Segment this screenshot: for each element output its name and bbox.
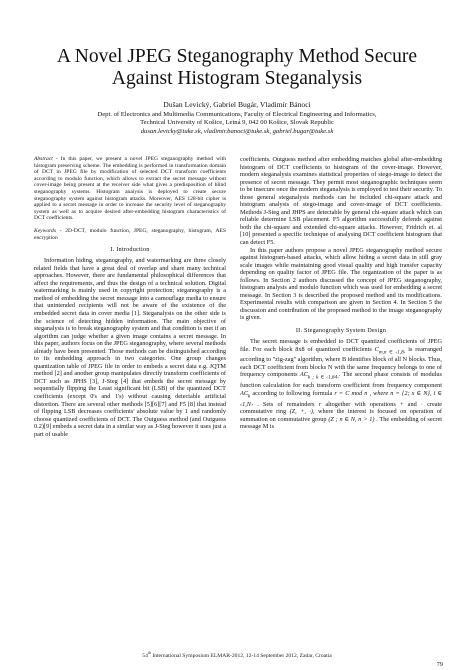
abstract-text: - In this paper, we present a novel JPEG steganography method with histogram preserving scheme. The embedding is performed in transformation domain of DCT in JPEG file by modification of selected DCT transform coefficients according to modulo function, which allows to extract the secret message without cover-image being present at the receiver side what gives a predisposition of blind steganography systems. Histogram analysis is deployed to create secure steganography system against histogram attacks. Moreover, AES 128-bit cipher is applied to a secret message in order to increase the security level of steganography system as well as to acquire desired after-embedding histogram characteristics of DCT coefficients. bbox=[34, 156, 226, 222]
footer-number: 54 bbox=[142, 653, 148, 659]
text-fragment: . Sets of remainders bbox=[253, 400, 319, 408]
title-line-1: A Novel JPEG Steganography Method Secure bbox=[56, 46, 418, 67]
section-heading-introduction: I. Introduction bbox=[110, 246, 150, 254]
paper-title bbox=[30, 46, 444, 90]
intro-continuation-paragraph: coefficients. Outguess method after embedding matches global after-embedding histogram of DCT coefficients to histogram of the cover-image. However, modern steganalysis examines statistical properties of stego-image to detect the presence of secret message. They permit most steganographic techniques seem to be insecure once the modern steganalysis is employed to test their security. To those general steganalysis methods can be included chi-square attack and histogram analysis of stego-image and cover-image of DCT coefficients. Methods J-Steg and JHPS are detectable by general chi-square attack which can reliable determine LSB placement. F5 algorithm successfully defends against both the chi-square and extended chi-square attacks. However, Fridrich et. al [10] presented a specific technique of analysing DCT coefficient histogram that can detect F5. bbox=[240, 156, 442, 247]
intro-organization-paragraph: In this paper authors propose a novel JPEG steganography method secure against histogram-based attacks, which allow hiding a secret data in still gray scale images while maintaining good visual quality and high transfer capacity depending on quality factor of JPEG file. The organization of the paper is as follows. In Section 2 authors discussed the concept of JPEG steganography, histogram analysis and modulo function which was used for embedding a secret message. In Section 3 is described the proposed method and its modifications. Experimental results with comparison are given in Section 4. In Section 5 the discussion and contribution of the proposed method to the image steganography is given. bbox=[240, 246, 442, 322]
math-expression: = C mod n , where n = {2 bbox=[336, 389, 408, 397]
math-subscript: k ; k ∈ ‹1,64› bbox=[307, 374, 339, 381]
left-column bbox=[34, 156, 226, 438]
math-symbol: (Z bbox=[289, 408, 296, 416]
affiliation-block bbox=[40, 111, 434, 136]
keywords-text: - 2D-DCT, modulo function, JPEG, steganography, histogram, AES encryption bbox=[34, 227, 226, 241]
text-fragment: . The embedding of secret message M is bbox=[240, 415, 442, 431]
author-list: Dušan Levický, Gabriel Bugár, Vladimír Bánoci bbox=[163, 100, 311, 109]
text-fragment: is rearranged according to "zig-zag" algorithm, where B identifies block of all N blocks. Thus, each DCT coefficient from blocks N with the same frequency belongs to one of frequency components bbox=[240, 345, 442, 379]
math-ring bbox=[290, 408, 313, 415]
text-fragment: according to following formula bbox=[250, 389, 335, 397]
text-fragment: altogether with operations + and · create commutative ring bbox=[240, 400, 442, 416]
text-fragment: The secret message is embedded to DCT quantized coefficients of JPEG file. For each block 8x8 of quantized coefficients bbox=[240, 338, 442, 353]
abstract bbox=[34, 156, 226, 222]
math-group bbox=[328, 416, 374, 423]
author-emails: dusan.levicky@tuke.sk, vladimir.banoci@tuke.sk, gabriel.bugar@tuke.sk bbox=[140, 127, 334, 135]
keywords-label: Keywords bbox=[34, 227, 56, 234]
page-number: 79 bbox=[436, 661, 443, 668]
keywords bbox=[34, 228, 226, 241]
text-fragment: . The second phase consists of modulus function calculation for each transform coefficient from frequency component bbox=[240, 371, 442, 390]
math-coefficient bbox=[375, 346, 406, 353]
title-line-2: Against Histogram Steganalysis bbox=[111, 68, 363, 89]
introduction-paragraph: Information hiding, steganography, and watermarking are three closely related fields that have a great deal of overlap and share many technical approaches. However, there are fundamental philosophical differences that affect the requirements, and thus the design of a technical solution. Digital watermarking is mainly used in copyright protection; steganography is a method of embedding the secret message into a camouflage media to ensure that unintended recipients will not be aware of the existence of the embedded secret data in cover media [1]. Steganalysis on the other side is the science of detecting hidden information. The main objective of steganalysis is to break steganography system and that condition is met if an algorithm can judge whether a given image contains a secret message. In this paper, authors focus on the JPEG steganography, where several methods already have been presented. Those methods can be distinguished according to its embedding approach in two categories. One group changes quantization table of JPEG file in order to embeds a secret data e.g. JQTM method [2] and another group manipulates directly transform coefficients of DCT such as JPHS [3], J-Steg [4] that embeds the secret message by sequentially flipping the Least significant bit (LSB) of the quantized DCT coefficients (except 0's and 1's) without causing detectable artificial distortion. There are several other methods [5][6][7] and F5 [8] that instead of flipping LSB decreases coefficients' absolute value by 1 and randomly choose quantized coefficients of DCT. The Outguess method (and Outguess 0.2)[9] embeds a secret data in a similar way as J-Steg however it uses just a part of usable bbox=[34, 257, 226, 438]
abstract-label: Abstract bbox=[34, 156, 53, 162]
math-symbol: AC bbox=[299, 371, 308, 379]
right-column bbox=[240, 156, 442, 431]
math-symbol: (Z bbox=[328, 415, 334, 423]
math-symbol: r bbox=[334, 389, 337, 397]
math-subscript: k bbox=[248, 393, 251, 400]
conference-footer bbox=[30, 653, 444, 660]
text-fragment: , where the interest is focused on operation of summation on commutative group bbox=[240, 408, 442, 423]
math-remainder: r bbox=[318, 400, 322, 408]
math-frequency-component bbox=[299, 371, 339, 381]
math-symbol: C bbox=[374, 345, 379, 353]
math-expression: , +, ·) bbox=[295, 408, 313, 416]
math-subscript: m,n ∈ ‹1,8› bbox=[378, 348, 406, 355]
footer-ordinal: th bbox=[147, 651, 151, 656]
math-ack bbox=[240, 389, 251, 400]
math-symbol: AC bbox=[240, 389, 248, 397]
math-expression: ; n ∈ N, n > 1) bbox=[333, 415, 375, 423]
section-heading-system-design: II. Steganography System Design bbox=[295, 327, 387, 335]
system-design-paragraph bbox=[240, 338, 442, 431]
math-expression: ; x ∈ N}, i ∈ ‹1,N› bbox=[240, 389, 442, 408]
affiliation-line-2: Technical University of Košice, Letná 9, 042 00 Košice, Slovak Republic bbox=[140, 119, 334, 127]
affiliation-line-1: Dept. of Electronics and Multimedia Communications, Faculty of Electrical Engineering and Informatics, bbox=[97, 111, 377, 118]
footer-text: International Symposium ELMAR-2012, 12-14 September 2012, Zadar, Croatia bbox=[150, 653, 332, 659]
